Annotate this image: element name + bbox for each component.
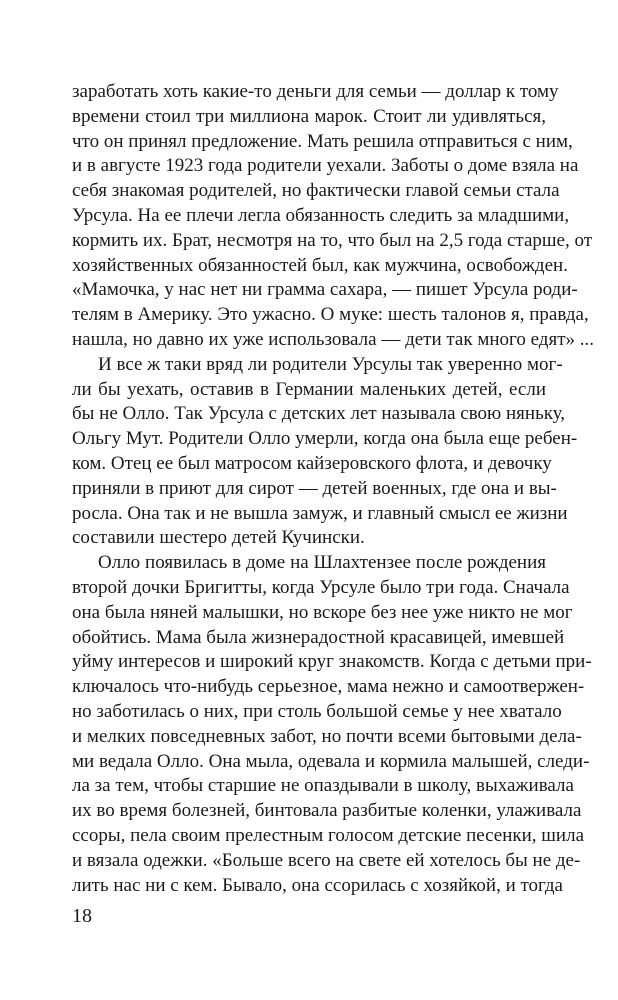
text-line: кормить их. Брат, несмотря на то, что был на 2,5 года старше, от (72, 229, 593, 251)
text-line: ми ведала Олло. Она мыла, одевала и кормила малышей, следи- (72, 750, 590, 772)
text-line: но заботилась о них, при столь большой семье у нее хватало (72, 700, 562, 722)
text-line: Олло появилась в доме на Шлахтензее после рождения (98, 552, 546, 574)
text-line: уйму интересов и широкий круг знакомств. Когда с детьми при- (72, 651, 592, 673)
text-line: их во время болезней, бинтовала разбитые коленки, улаживала (72, 800, 582, 822)
text-line: Урсула. На ее плечи легла обязанность следить за младшими, (72, 204, 570, 226)
text-line: телям в Америку. Это ужасно. О муке: шесть талонов я, правда, (72, 304, 589, 326)
text-line: росла. Она так и не вышла замуж, и главный смысл ее жизни (72, 502, 568, 524)
text-line: заработать хоть какие-то деньги для семьи — доллар к тому (72, 81, 559, 102)
text-line: ключалось что-нибудь серьезное, мама нежно и самоотвержен- (72, 676, 585, 698)
text-line: ком. Отец ее был матросом кайзеровского флота, и девочку (72, 452, 552, 474)
page-number: 18 (72, 905, 92, 927)
body-text (72, 80, 594, 898)
text-line: И все ж таки вряд ли родители Урсулы так уверенно мог- (98, 353, 563, 375)
text-line: времени стоил три миллиона марок. Стоит ли удивляться, (72, 105, 546, 127)
text-line: составили шестеро детей Кучински. (72, 527, 365, 549)
text-line: себя знакомая родителей, но фактически главой семьи стала (72, 180, 560, 202)
text-line: и вязала одежки. «Больше всего на свете ей хотелось бы не де- (72, 849, 581, 871)
text-line: и мелких повседневных забот, но почти всеми бытовыми дела- (72, 725, 582, 747)
text-line: ссоры, пела своим прелестным голосом детские песенки, шила (72, 824, 585, 846)
text-line: и в августе 1923 года родители уехали. Заботы о доме взяла на (72, 155, 579, 177)
text-line: лить нас ни с кем. Бывало, она ссорилась с хозяйкой, и тогда (72, 874, 563, 896)
text-line: обойтись. Мама была жизнерадостной красавицей, имевшей (72, 626, 565, 648)
text-line: нашла, но давно их уже использовала — дети так много едят» ... (72, 328, 594, 350)
text-line: что он принял предложение. Мать решила отправиться с ним, (72, 130, 573, 152)
text-line: ли бы уехать, оставив в Германии маленьких детей, если (72, 378, 546, 400)
text-line: «Мамочка, у нас нет ни грамма сахара, — пишет Урсула роди- (72, 279, 578, 301)
text-line: второй дочки Бригитты, когда Урсуле было три года. Сначала (72, 576, 570, 598)
text-line: бы не Олло. Так Урсула с детских лет называла свою няньку, (72, 403, 566, 425)
paragraph-3 (72, 551, 592, 898)
text-line: приняли в приют для сирот — детей военных, где она и вы- (72, 477, 557, 499)
text-line: хозяйственных обязанностей был, как мужчина, освобожден. (72, 254, 568, 276)
text-line: она была няней малышки, но вскоре без нее уже никто не мог (72, 601, 573, 623)
text-line: Ольгу Мут. Родители Олло умерли, когда она была еще ребен- (72, 428, 578, 450)
paragraph-1 (72, 80, 594, 353)
text-line: ла за тем, чтобы старшие не опаздывали в школу, выхаживала (72, 775, 574, 797)
paragraph-2 (72, 353, 578, 551)
